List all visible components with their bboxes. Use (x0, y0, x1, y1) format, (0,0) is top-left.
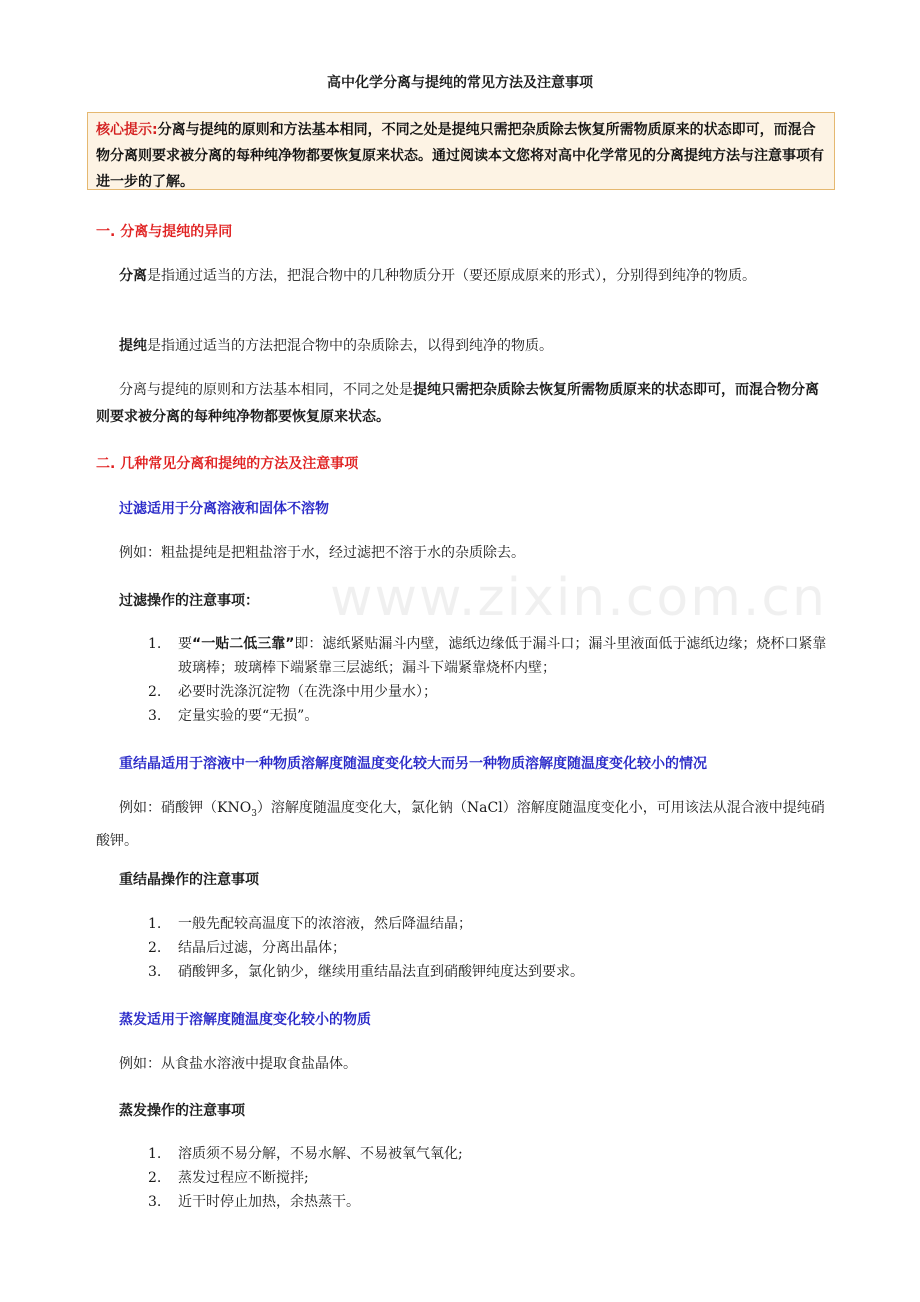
recrystal-heading: 重结晶适用于溶液中一种物质溶解度随温度变化较大而另一种物质溶解度随温度变化较小的情况 (119, 756, 707, 772)
subscript-3: 3 (251, 808, 257, 819)
core-hint-box (87, 112, 835, 190)
list-item: 3. 硝酸钾多，氯化钠少，继续用重结晶法直到硝酸钾纯度达到要求。 (148, 964, 584, 980)
watermark: www.zixin.com.cn (330, 568, 827, 628)
list-item: 2. 必要时洗涤沉淀物（在洗涤中用少量水）； (148, 684, 437, 700)
purification-definition: 是指通过适当的方法把混合物中的杂质除去，以得到纯净的物质。 (147, 338, 553, 354)
evaporate-heading: 蒸发适用于溶解度随温度变化较小的物质 (119, 1012, 371, 1028)
list-item: 2. 蒸发过程应不断搅拌; (148, 1170, 309, 1186)
recrystal-notes-list (148, 912, 828, 984)
section-1-heading: 一. 分离与提纯的异同 (96, 224, 233, 240)
filter-example: 例如：粗盐提纯是把粗盐溶于水，经过滤把不溶于水的杂质除去。 (119, 545, 525, 561)
one-paste-two-low-three-lean: “一贴二低三靠” (192, 636, 295, 652)
evaporate-notes-heading: 蒸发操作的注意事项 (119, 1103, 245, 1119)
recrystal-example: 例如：硝酸钾$(KNO_3)$溶解度随温度变化大，氯化钠（NaCl）溶解度随温度变化小，可用该法从混合液中提纯硝酸钾。 (96, 800, 825, 849)
page-title: 高中化学分离与提纯的常见方法及注意事项 (327, 75, 593, 91)
evaporate-example: 例如：从食盐水溶液中提取食盐晶体。 (119, 1056, 357, 1072)
hint-label: 核心提示: (96, 122, 158, 138)
separation-definition: 是指通过适当的方法，把混合物中的几种物质分开（要还原成原来的形式），分别得到纯净的物质。 (147, 268, 756, 284)
comparison-text: 分离与提纯的原则和方法基本相同，不同之处是 (119, 382, 413, 398)
section-2-heading: 二. 几种常见分离和提纯的方法及注意事项 (96, 456, 359, 472)
term-purification: 提纯 (119, 338, 147, 354)
recrystal-notes-heading: 重结晶操作的注意事项 (119, 872, 259, 888)
comparison-bold: 提纯只需把杂质除去恢复所需物质原来的状态即可，而混合物分离则要求被分离的每种纯净物都要恢复原来状态。 (96, 382, 819, 425)
hint-text: 分离与提纯的原则和方法基本相同，不同之处是提纯只需把杂质除去恢复所需物质原来的状态即可，而混合物分离则要求被分离的每种纯净物都要恢复原来状态。通过阅读本文您将对高中化学常见的分离提纯方法与注意事项有进一步的了解。 (96, 122, 824, 190)
evaporate-notes-list (148, 1142, 828, 1214)
list-item: 1. 溶质须不易分解，不易水解、不易被氧气氧化; (148, 1146, 463, 1162)
list-item: 1. 要“一贴二低三靠”即：滤纸紧贴漏斗内壁，滤纸边缘低于漏斗口；漏斗里液面低于滤纸边缘；烧杯口紧靠玻璃棒；玻璃棒下端紧靠三层滤纸；漏斗下端紧靠烧杯内壁； (148, 636, 827, 676)
paragraph-separation (96, 263, 828, 290)
paragraph-purification (96, 333, 828, 360)
filter-heading: 过滤适用于分离溶液和固体不溶物 (119, 501, 329, 517)
list-item: 1. 一般先配较高温度下的浓溶液，然后降温结晶； (148, 916, 472, 932)
term-separation: 分离 (119, 268, 147, 284)
list-item: 3. 近干时停止加热，余热蒸干。 (148, 1194, 360, 1210)
filter-notes-list (148, 632, 828, 728)
list-item: 2. 结晶后过滤，分离出晶体； (148, 940, 346, 956)
filter-notes-heading: 过滤操作的注意事项： (119, 593, 259, 609)
paragraph-comparison (96, 377, 828, 431)
list-item: 3. 定量实验的要“无损”。 (148, 708, 319, 724)
